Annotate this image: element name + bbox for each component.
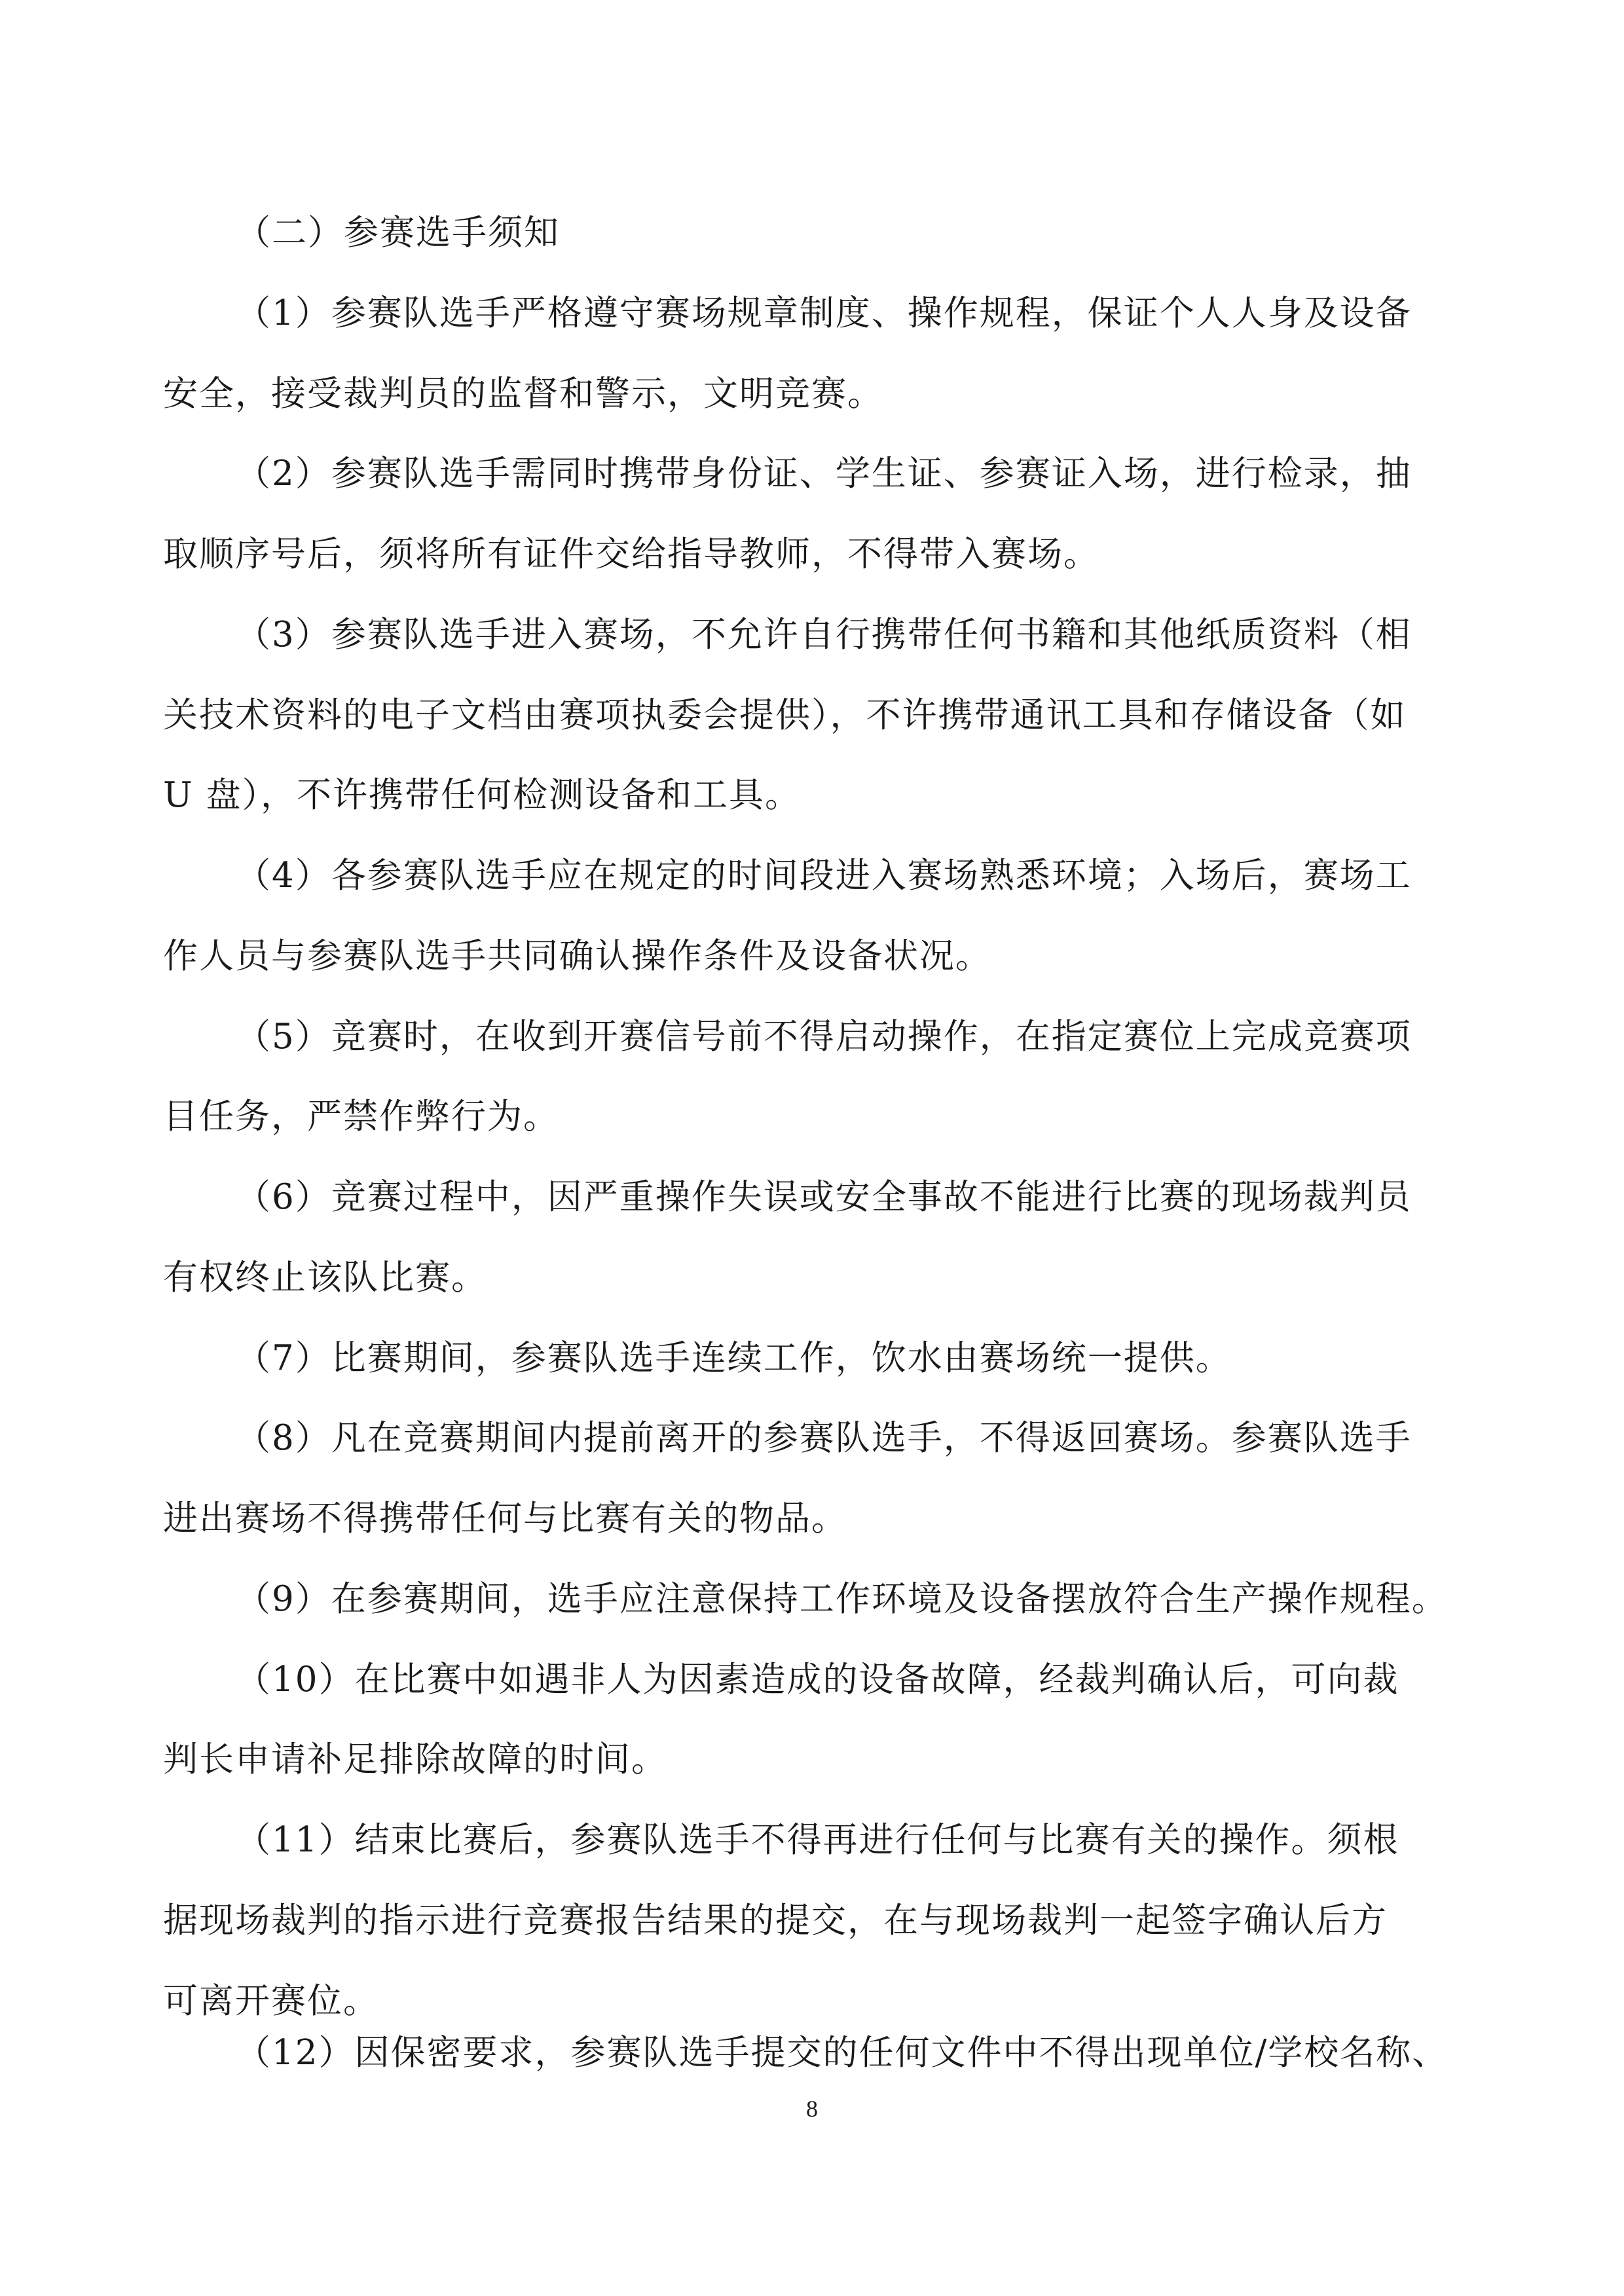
rule-6-line-1: （6）竞赛过程中，因严重操作失误或安全事故不能进行比赛的现场裁判员: [236, 1177, 1412, 1217]
rule-5-line-2: 目任务，严禁作弊行为。: [163, 1097, 559, 1137]
rule-11-line-2: 据现场裁判的指示进行竞赛报告结果的提交，在与现场裁判一起签字确认后方: [163, 1901, 1388, 1941]
rule-9-line-1: （9）在参赛期间，选手应注意保持工作环境及设备摆放符合生产操作规程。: [236, 1579, 1448, 1619]
rule-4-line-2: 作人员与参赛队选手共同确认操作条件及设备状况。: [163, 936, 991, 976]
rule-3-line-2: 关技术资料的电子文档由赛项执委会提供），不许携带通讯工具和存储设备（如: [163, 695, 1407, 735]
rule-12-line-1: （12）因保密要求，参赛队选手提交的任何文件中不得出现单位/学校名称、: [236, 2033, 1449, 2073]
rule-2-line-2: 取顺序号后，须将所有证件交给指导教师，不得带入赛场。: [163, 534, 1099, 574]
rule-1-line-1: （1）参赛队选手严格遵守赛场规章制度、操作规程，保证个人人身及设备: [236, 293, 1412, 333]
rule-11-line-3: 可离开赛位。: [163, 1981, 379, 2021]
rule-3-line-3: U 盘），不许携带任何检测设备和工具。: [163, 775, 802, 815]
rule-1-line-2: 安全，接受裁判员的监督和警示，文明竞赛。: [163, 374, 883, 414]
rule-8-line-2: 进出赛场不得携带任何与比赛有关的物品。: [163, 1499, 847, 1539]
rule-5-line-1: （5）竞赛时，在收到开赛信号前不得启动操作，在指定赛位上完成竞赛项: [236, 1017, 1412, 1057]
rule-7-line-1: （7）比赛期间，参赛队选手连续工作，饮水由赛场统一提供。: [236, 1338, 1232, 1378]
rule-6-line-2: 有权终止该队比赛。: [163, 1258, 487, 1298]
rule-4-line-1: （4）各参赛队选手应在规定的时间段进入赛场熟悉环境；入场后，赛场工: [236, 856, 1412, 896]
rule-2-line-1: （2）参赛队选手需同时携带身份证、学生证、参赛证入场，进行检录，抽: [236, 454, 1412, 494]
rule-8-line-1: （8）凡在竞赛期间内提前离开的参赛队选手，不得返回赛场。参赛队选手: [236, 1418, 1412, 1458]
rule-11-line-1: （11）结束比赛后，参赛队选手不得再进行任何与比赛有关的操作。须根: [236, 1820, 1399, 1860]
rule-10-line-1: （10）在比赛中如遇非人为因素造成的设备故障，经裁判确认后，可向裁: [236, 1660, 1399, 1700]
section-title: （二）参赛选手须知: [236, 213, 560, 253]
rule-10-line-2: 判长申请补足排除故障的时间。: [163, 1740, 667, 1779]
page-number: 8: [806, 2096, 818, 2122]
rule-3-line-1: （3）参赛队选手进入赛场，不允许自行携带任何书籍和其他纸质资料（相: [236, 615, 1412, 655]
